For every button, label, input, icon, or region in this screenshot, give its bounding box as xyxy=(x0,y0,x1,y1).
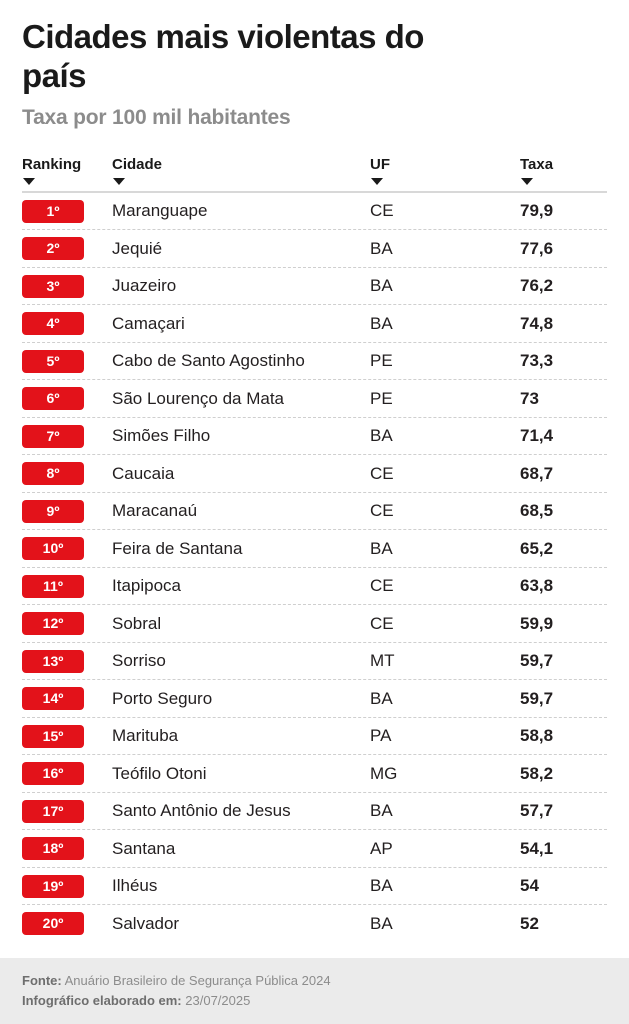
chevron-down-icon xyxy=(371,178,383,185)
cell-taxa: 68,5 xyxy=(520,501,554,521)
cell-cidade: Santo Antônio de Jesus xyxy=(112,801,291,821)
cell-taxa: 54,1 xyxy=(520,838,554,858)
cell-ranking xyxy=(22,387,112,410)
cell-uf: CE xyxy=(370,463,394,483)
cell-taxa: 77,6 xyxy=(520,238,554,258)
cell-uf: AP xyxy=(370,838,393,858)
rank-badge: 13º xyxy=(22,650,84,673)
rank-badge: 4º xyxy=(22,312,84,335)
cell-uf: CE xyxy=(370,576,394,596)
table-row xyxy=(22,530,607,568)
cell-ranking xyxy=(22,687,112,710)
rank-badge: 19º xyxy=(22,875,84,898)
column-header-ranking[interactable] xyxy=(22,156,112,187)
ranking-table xyxy=(22,156,607,942)
table-row xyxy=(22,680,607,718)
table-row xyxy=(22,418,607,456)
cell-taxa: 58,8 xyxy=(520,726,554,746)
table-row xyxy=(22,568,607,606)
cell-cidade: Sobral xyxy=(112,613,162,633)
cell-uf: PE xyxy=(370,388,393,408)
table-row xyxy=(22,605,607,643)
cell-taxa: 58,2 xyxy=(520,763,554,783)
rank-badge: 17º xyxy=(22,800,84,823)
cell-cidade: Camaçari xyxy=(112,313,185,333)
footer-date-label: Infográfico elaborado em: xyxy=(22,992,182,1008)
cell-taxa: 63,8 xyxy=(520,576,554,596)
cell-ranking xyxy=(22,275,112,298)
cell-ranking xyxy=(22,350,112,373)
cell-cidade: Feira de Santana xyxy=(112,538,243,558)
table-body xyxy=(22,193,607,942)
column-header-cidade[interactable] xyxy=(112,156,370,187)
cell-uf: CE xyxy=(370,501,394,521)
cell-uf: MT xyxy=(370,651,395,671)
table-row xyxy=(22,905,607,942)
cell-cidade: Juazeiro xyxy=(112,276,177,296)
cell-taxa: 73 xyxy=(520,388,539,408)
table-header-row xyxy=(22,156,607,191)
cell-ranking xyxy=(22,425,112,448)
cell-uf: PE xyxy=(370,351,393,371)
cell-cidade: Maracanaú xyxy=(112,501,198,521)
cell-ranking xyxy=(22,500,112,523)
cell-taxa: 76,2 xyxy=(520,276,554,296)
cell-uf: BA xyxy=(370,313,393,333)
table-row xyxy=(22,493,607,531)
column-header-cidade-label: Cidade xyxy=(112,155,163,173)
rank-badge: 16º xyxy=(22,762,84,785)
rank-badge: 14º xyxy=(22,687,84,710)
cell-uf: BA xyxy=(370,913,393,933)
cell-uf: BA xyxy=(370,688,393,708)
table-row xyxy=(22,830,607,868)
footer-date xyxy=(22,991,607,1011)
cell-taxa: 59,7 xyxy=(520,651,554,671)
cell-cidade: Ilhéus xyxy=(112,876,158,896)
cell-uf: CE xyxy=(370,201,394,221)
chevron-down-icon xyxy=(23,178,35,185)
cell-taxa: 79,9 xyxy=(520,201,554,221)
page-title: Cidades mais violentas do país xyxy=(22,18,424,94)
cell-ranking xyxy=(22,200,112,223)
cell-ranking xyxy=(22,725,112,748)
cell-taxa: 73,3 xyxy=(520,351,554,371)
chevron-down-icon xyxy=(113,178,125,185)
cell-ranking xyxy=(22,800,112,823)
cell-cidade: Teófilo Otoni xyxy=(112,763,207,783)
column-header-taxa-label: Taxa xyxy=(520,155,554,173)
cell-cidade: Sorriso xyxy=(112,651,166,671)
cell-ranking xyxy=(22,837,112,860)
cell-cidade: São Lourenço da Mata xyxy=(112,388,285,408)
table-row xyxy=(22,455,607,493)
cell-cidade: Jequié xyxy=(112,238,163,258)
rank-badge: 8º xyxy=(22,462,84,485)
rank-badge: 6º xyxy=(22,387,84,410)
column-header-taxa[interactable] xyxy=(520,156,606,187)
cell-cidade: Itapipoca xyxy=(112,576,181,596)
table-row xyxy=(22,230,607,268)
cell-cidade: Salvador xyxy=(112,913,180,933)
cell-ranking xyxy=(22,650,112,673)
rank-badge: 15º xyxy=(22,725,84,748)
rank-badge: 18º xyxy=(22,837,84,860)
cell-uf: BA xyxy=(370,276,393,296)
rank-badge: 5º xyxy=(22,350,84,373)
rank-badge: 3º xyxy=(22,275,84,298)
table-row xyxy=(22,793,607,831)
rank-badge: 20º xyxy=(22,912,84,935)
cell-taxa: 52 xyxy=(520,913,539,933)
rank-badge: 2º xyxy=(22,237,84,260)
cell-cidade: Maranguape xyxy=(112,201,208,221)
table-row xyxy=(22,268,607,306)
table-row xyxy=(22,755,607,793)
cell-ranking xyxy=(22,462,112,485)
footer-date-value: 23/07/2025 xyxy=(185,992,251,1008)
cell-taxa: 57,7 xyxy=(520,801,554,821)
cell-uf: BA xyxy=(370,538,393,558)
footer xyxy=(0,958,629,1024)
page-subtitle: Taxa por 100 mil habitantes xyxy=(22,105,291,129)
cell-taxa: 59,7 xyxy=(520,688,554,708)
table-row xyxy=(22,718,607,756)
footer-source-label: Fonte: xyxy=(22,973,62,988)
cell-uf: BA xyxy=(370,801,393,821)
table-row xyxy=(22,380,607,418)
rank-badge: 9º xyxy=(22,500,84,523)
cell-ranking xyxy=(22,575,112,598)
cell-taxa: 68,7 xyxy=(520,463,554,483)
column-header-uf[interactable] xyxy=(370,156,520,187)
footer-source-value: Anuário Brasileiro de Segurança Pública 2024 xyxy=(64,973,331,988)
table-row xyxy=(22,868,607,906)
cell-cidade: Santana xyxy=(112,838,176,858)
cell-uf: CE xyxy=(370,613,394,633)
cell-uf: BA xyxy=(370,876,393,896)
cell-uf: BA xyxy=(370,238,393,258)
cell-uf: PA xyxy=(370,726,392,746)
cell-cidade: Cabo de Santo Agostinho xyxy=(112,351,305,371)
cell-taxa: 71,4 xyxy=(520,426,554,446)
rank-badge: 12º xyxy=(22,612,84,635)
table-row xyxy=(22,643,607,681)
table-row xyxy=(22,305,607,343)
rank-badge: 11º xyxy=(22,575,84,598)
footer-source xyxy=(22,971,607,991)
cell-taxa: 59,9 xyxy=(520,613,554,633)
cell-uf: MG xyxy=(370,763,398,783)
rank-badge: 7º xyxy=(22,425,84,448)
cell-taxa: 65,2 xyxy=(520,538,554,558)
cell-cidade: Simões Filho xyxy=(112,426,211,446)
column-header-uf-label: UF xyxy=(370,155,390,173)
table-row xyxy=(22,193,607,231)
cell-ranking xyxy=(22,537,112,560)
cell-ranking xyxy=(22,875,112,898)
cell-ranking xyxy=(22,612,112,635)
cell-cidade: Caucaia xyxy=(112,463,175,483)
cell-uf: BA xyxy=(370,426,393,446)
column-header-ranking-label: Ranking xyxy=(22,155,82,173)
table-row xyxy=(22,343,607,381)
cell-cidade: Porto Seguro xyxy=(112,688,213,708)
cell-cidade: Marituba xyxy=(112,726,179,746)
rank-badge: 1º xyxy=(22,200,84,223)
rank-badge: 10º xyxy=(22,537,84,560)
cell-ranking xyxy=(22,237,112,260)
cell-taxa: 74,8 xyxy=(520,313,554,333)
cell-ranking xyxy=(22,912,112,935)
cell-ranking xyxy=(22,312,112,335)
cell-taxa: 54 xyxy=(520,876,539,896)
chevron-down-icon xyxy=(521,178,533,185)
cell-ranking xyxy=(22,762,112,785)
